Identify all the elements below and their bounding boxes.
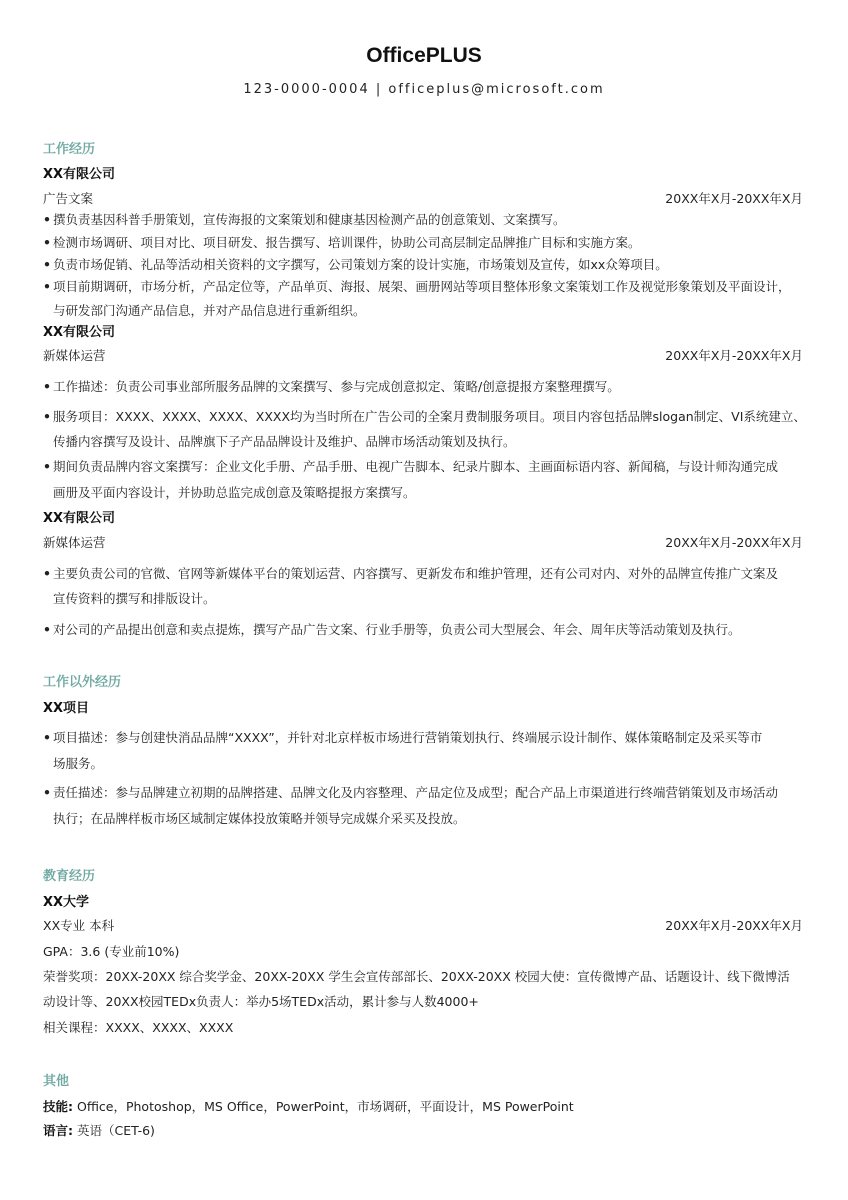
job-bullet: • 项目前期调研，市场分析，产品定位等，产品单页、海报、展架、画册网站等项目整体形象文案策划工作及视觉形象策划及平面设计， 与研发部门沟通产品信息，并对产品信息进行重新组织。 [43,279,791,318]
job-bullet: • 检测市场调研、项目对比、项目研发、报告撰写、培训课件，协助公司高层制定品牌推广目标和实施方案。 [43,235,641,250]
skills-label: 技能: [43,1099,73,1114]
section-title-others: 其他 [43,1074,70,1089]
language-row [43,1121,155,1139]
company-name: XX有限公司 [43,511,116,526]
job-date: 20XX年X月-20XX年X月 [665,348,803,363]
school-name: XX大学 [43,895,90,910]
contact-info: 123-0000-0004 | officeplus@microsoft.com [243,82,605,97]
language-value: 英语（CET-6) [76,1123,155,1138]
job-role: 新媒体运营 [43,348,106,363]
job-bullet: • 期间负责品牌内容文案撰写：企业文化手册、产品手册、电视广告脚本、纪录片脚本、主画面标语内容、新闻稿，与设计师沟通完成 画册及平面内容设计，并协助总监完成创意及策略提报方案撰写。 [43,459,779,500]
project-name: XX项目 [43,701,90,716]
job-bullet: • 主要负责公司的官微、官网等新媒体平台的策划运营、内容撰写、更新发布和维护管理，还有公司对内、对外的品牌宣传推广文案及 宣传资料的撰写和排版设计。 [43,566,779,606]
job-role: 广告文案 [43,191,94,206]
job-bullet: • 服务项目：XXXX、XXXX、XXXX、XXXX均为当时所在广告公司的全案月费制服务项目。项目内容包括品牌slogan制定、VI系统建立、 传播内容撰写及设计、品牌旗下子产品品牌设计及维护、品牌市场活动策划及执行。 [43,409,806,449]
company-name: XX有限公司 [43,167,116,182]
job-role: 新媒体运营 [43,535,106,550]
section-title-other-experience: 工作以外经历 [43,675,122,690]
company-name: XX有限公司 [43,325,116,340]
honors: 荣誉奖项：20XX-20XX 综合奖学金、20XX-20XX 学生会宣传部部长、20XX-20XX 校园大使：宣传微博产品、话题设计、线下微博活 [43,969,790,984]
skills-value: Office，Photoshop，MS Office，PowerPoint，市场调研，平面设计，MS PowerPoint [76,1099,574,1114]
language-label: 语言: [43,1123,73,1138]
job-date: 20XX年X月-20XX年X月 [665,191,803,206]
section-title-education: 教育经历 [43,869,96,884]
resume-name: OfficePLUS [366,44,482,67]
project-bullet: • 责任描述：参与品牌建立初期的品牌搭建、品牌文化及内容整理、产品定位及成型；配合产品上市渠道进行终端营销策划及市场活动 执行；在品牌样板市场区域制定媒体投放策略并领导完成媒介采买及投放。 [43,785,779,826]
job-bullet: • 工作描述：负责公司事业部所服务品牌的文案撰写、参与完成创意拟定、策略/创意提报方案整理撰写。 [43,379,620,394]
skills-row [43,1097,574,1115]
job-bullet: • 撰负责基因科普手册策划，宣传海报的文案策划和健康基因检测产品的创意策划、文案撰写。 [43,212,566,227]
honors-continued: 动设计等、20XX校园TEDx负责人：举办5场TEDx活动，累计参与人数4000+ [43,994,479,1009]
section-title-work: 工作经历 [43,142,96,157]
major-degree: XX专业 本科 [43,918,115,933]
gpa: GPA：3.6 (专业前10%) [43,944,180,959]
education-date: 20XX年X月-20XX年X月 [665,918,803,933]
project-bullet: • 项目描述：参与创建快消品品牌“XXXX”，并针对北京样板市场进行营销策划执行、终端展示设计制作、媒体策略制定及采买等市 场服务。 [43,730,763,771]
job-date: 20XX年X月-20XX年X月 [665,535,803,550]
job-bullet: • 负责市场促销、礼品等活动相关资料的文字撰写，公司策划方案的设计实施，市场策划及宣传，如xx众筹项目。 [43,257,668,272]
job-bullet: • 对公司的产品提出创意和卖点提炼，撰写产品广告文案、行业手册等，负责公司大型展会、年会、周年庆等活动策划及执行。 [43,622,741,637]
courses: 相关课程：XXXX、XXXX、XXXX [43,1020,234,1035]
